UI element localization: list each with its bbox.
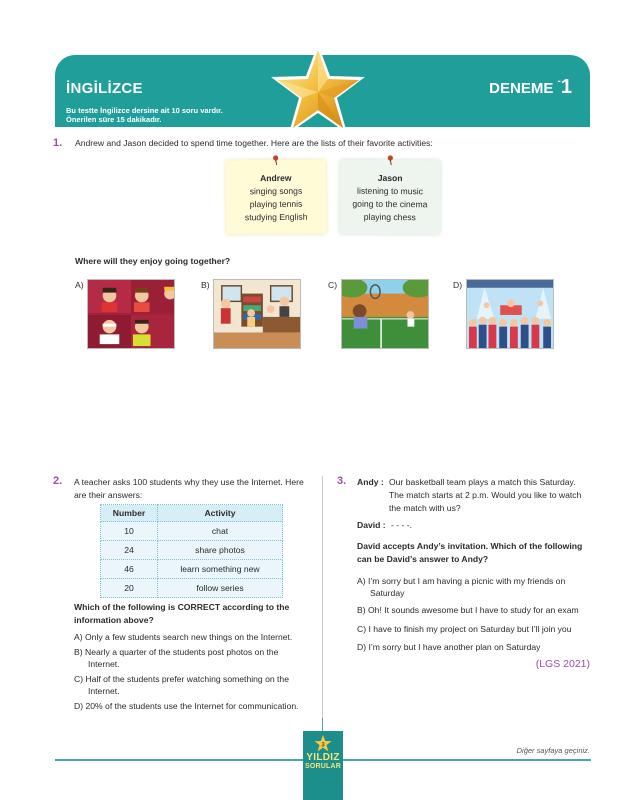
test-info-line: Önerilen süre 15 dakikadır.: [66, 114, 162, 124]
footer-line-right: [343, 759, 591, 761]
option-text: Only a few students search new things on the Internet.: [84, 632, 293, 642]
option-text: I have to finish my project on Saturday but I’ll join you: [368, 624, 572, 634]
cinema-picture[interactable]: [87, 279, 175, 349]
badge-line: SORULAR: [304, 763, 341, 770]
option-label: B): [357, 605, 366, 615]
test-info-line: Bu testte İngilizce dersine ait 10 soru vardır.: [66, 106, 223, 115]
option-text: Oh! It sounds awesome but I have to study for an exam: [367, 605, 579, 615]
note-name: Jason: [377, 172, 403, 184]
note-item: playing tennis: [249, 198, 303, 210]
option-b-label[interactable]: B): [201, 280, 210, 290]
option-text-continued: Saturday: [370, 588, 405, 598]
star-logo-icon: [268, 42, 368, 137]
question-number: 2.: [53, 475, 63, 487]
pin-icon: [386, 155, 394, 165]
option-a-label[interactable]: A): [75, 280, 84, 290]
table-row: [101, 579, 283, 598]
speaker-andy: Andy :: [357, 477, 384, 487]
table-cell: 10: [101, 522, 158, 541]
note-item: singing songs: [249, 185, 303, 197]
option-label: A): [74, 632, 83, 642]
option-text: I’m sorry but I am having a picnic with my friends on: [367, 576, 566, 586]
question-prompt: David accepts Andy’s invitation. Which of the following: [357, 541, 583, 551]
yildiz-sorular-badge: [303, 731, 343, 800]
dialogue-line: Our basketball team plays a match this Saturday.: [389, 477, 576, 487]
subject-title: İNGİLİZCE: [66, 80, 143, 97]
question-prompt: information above?: [74, 615, 154, 625]
dialogue-blank: - - - -.: [391, 520, 412, 530]
question-number: 1.: [53, 137, 63, 149]
option-d[interactable]: [74, 700, 299, 713]
option-text-continued: Internet.: [88, 686, 120, 696]
note-jason: [340, 160, 441, 235]
table-row: [101, 522, 283, 541]
option-label: C): [74, 674, 84, 684]
table-header-row: [101, 505, 283, 522]
question-prompt: Where will they enjoy going together?: [75, 256, 231, 266]
question-prompt: Which of the following is CORRECT according to the: [74, 602, 290, 612]
test-label-text: DENEME: [489, 80, 554, 97]
question-stem: Andrew and Jason decided to spend time together. Here are the lists of their favorite activities:: [75, 138, 433, 148]
option-text: Half of the students prefer watching something on the: [85, 674, 289, 684]
question-stem: A teacher asks 100 students why they use the Internet. Here: [74, 477, 304, 487]
footer-line-vertical: [322, 718, 323, 732]
option-d[interactable]: [357, 641, 540, 654]
next-page-note: Diğer sayfaya geçiniz.: [516, 746, 590, 755]
question-number: 3.: [337, 475, 347, 487]
note-name: Andrew: [260, 172, 292, 184]
dialogue-line: The match starts at 2 p.m. Would you like to watch: [389, 490, 582, 500]
test-label: [489, 76, 572, 99]
badge-number: 3: [321, 742, 325, 749]
question-prompt: can be David’s answer to Andy?: [357, 554, 489, 564]
table-cell: 46: [101, 560, 158, 579]
note-item: playing chess: [363, 211, 416, 223]
table-header: Number: [101, 505, 158, 522]
internet-use-table: [100, 504, 283, 598]
dialogue-line: the match with us?: [389, 503, 461, 513]
question-stem: are their answers:: [74, 490, 143, 500]
option-c-label[interactable]: C): [328, 280, 338, 290]
source-label: (LGS 2021): [535, 658, 590, 670]
option-text: I’m sorry but I have another plan on Saturday: [368, 642, 541, 652]
option-d-label[interactable]: D): [453, 280, 463, 290]
option-b[interactable]: [357, 604, 579, 617]
footer-line-left: [55, 759, 303, 761]
option-label: B): [74, 647, 83, 657]
table-cell: chat: [158, 522, 283, 541]
note-item: going to the cinema: [352, 198, 428, 210]
concert-picture[interactable]: [466, 279, 554, 349]
table-cell: 20: [101, 579, 158, 598]
option-text: 20% of the students use the Internet for communication.: [85, 701, 299, 711]
speaker-david: David :: [357, 520, 386, 530]
table-cell: 24: [101, 541, 158, 560]
note-item: listening to music: [357, 185, 424, 197]
option-label: D): [74, 701, 84, 711]
option-label: A): [357, 576, 366, 586]
test-label-sep: -: [557, 76, 561, 87]
option-a[interactable]: [74, 631, 292, 644]
column-divider: [322, 476, 323, 731]
table-header: Activity: [158, 505, 283, 522]
pin-icon: [272, 155, 280, 165]
option-text-continued: Internet.: [88, 659, 120, 669]
option-label: D): [357, 642, 367, 652]
library-picture[interactable]: [213, 279, 301, 349]
table-cell: learn something new: [158, 560, 283, 579]
option-label: C): [357, 624, 367, 634]
option-c[interactable]: [357, 623, 571, 636]
badge-line: YILDIZ: [306, 752, 340, 763]
table-row: [101, 560, 283, 579]
table-cell: follow series: [158, 579, 283, 598]
badge-star-icon: [314, 735, 332, 752]
table-cell: share photos: [158, 541, 283, 560]
tennis-picture[interactable]: [341, 279, 429, 349]
option-text: Nearly a quarter of the students post photos on the: [84, 647, 279, 657]
table-row: [101, 541, 283, 560]
note-item: studying English: [244, 211, 308, 223]
test-info: [66, 107, 223, 124]
test-number: 1: [560, 76, 572, 98]
note-andrew: [226, 160, 327, 235]
